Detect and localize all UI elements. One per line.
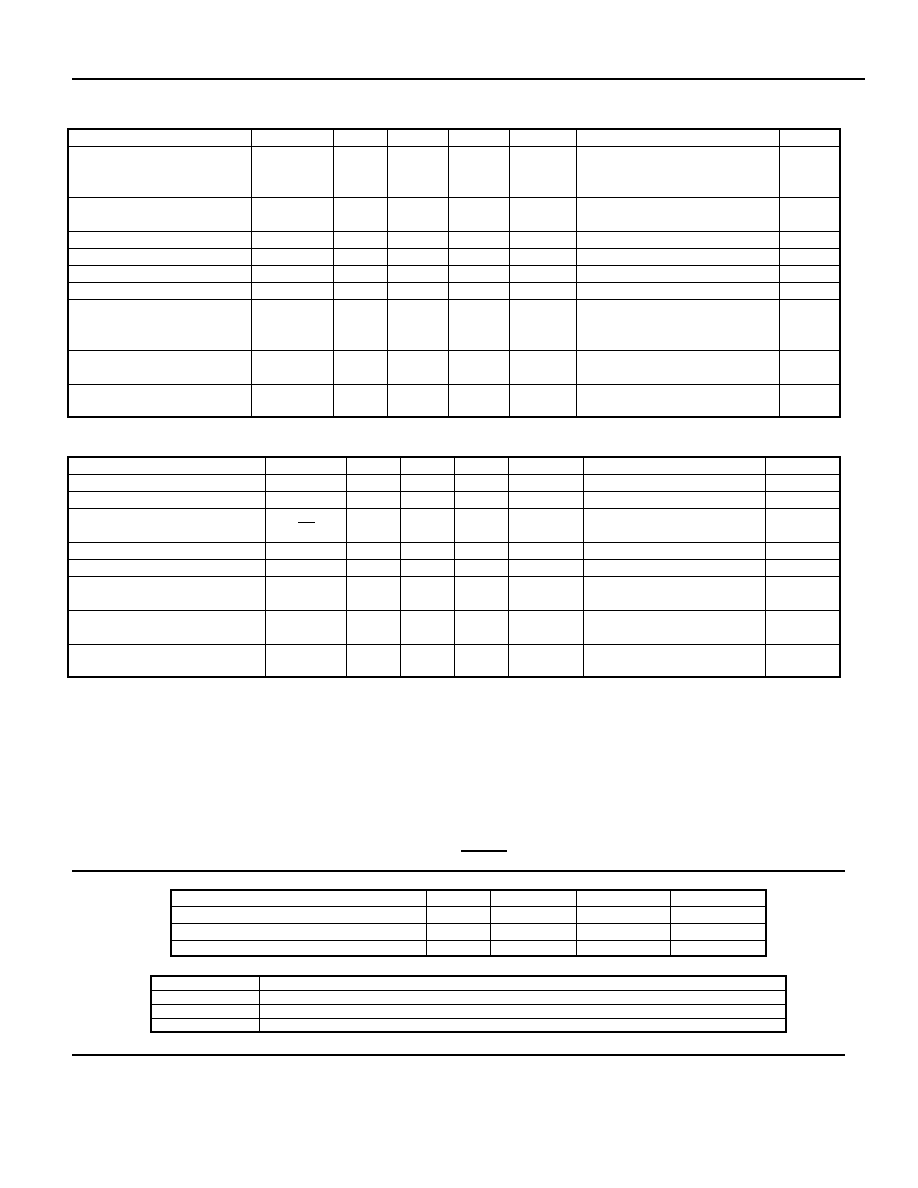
section-heading-underline [461,850,507,852]
table-3 [170,889,765,957]
table-row [68,129,840,146]
bottom-footer-rule [72,1054,845,1056]
table-1-grid [67,128,841,418]
table-row [68,384,840,417]
table-row [68,542,840,559]
table-row [68,576,840,610]
table-row [151,990,786,1004]
table-row [68,610,840,644]
table-row [68,474,840,491]
table-row [68,231,840,248]
table-row [68,282,840,299]
table-row [68,197,840,231]
table-2 [67,456,839,678]
table-row [68,491,840,508]
table-row [68,559,840,576]
table-4-grid [150,975,787,1033]
table-row [68,146,840,197]
table-row [151,976,786,990]
table-row [171,906,766,923]
table-row [151,1018,786,1032]
table-row [68,265,840,282]
table-row [68,644,840,677]
table-row [171,923,766,940]
table-row [68,299,840,350]
top-header-rule [72,78,865,80]
table-1 [67,128,839,418]
table-row [68,248,840,265]
table-4 [150,975,785,1033]
table-2-grid [67,456,841,678]
table-row [68,508,840,542]
table-row [151,1004,786,1018]
table-row [171,890,766,906]
table-row [68,457,840,474]
section-divider-rule [72,870,845,872]
overbar-mark [298,522,315,523]
table-row [171,940,766,956]
table-row [68,350,840,384]
table-3-grid [170,889,767,957]
